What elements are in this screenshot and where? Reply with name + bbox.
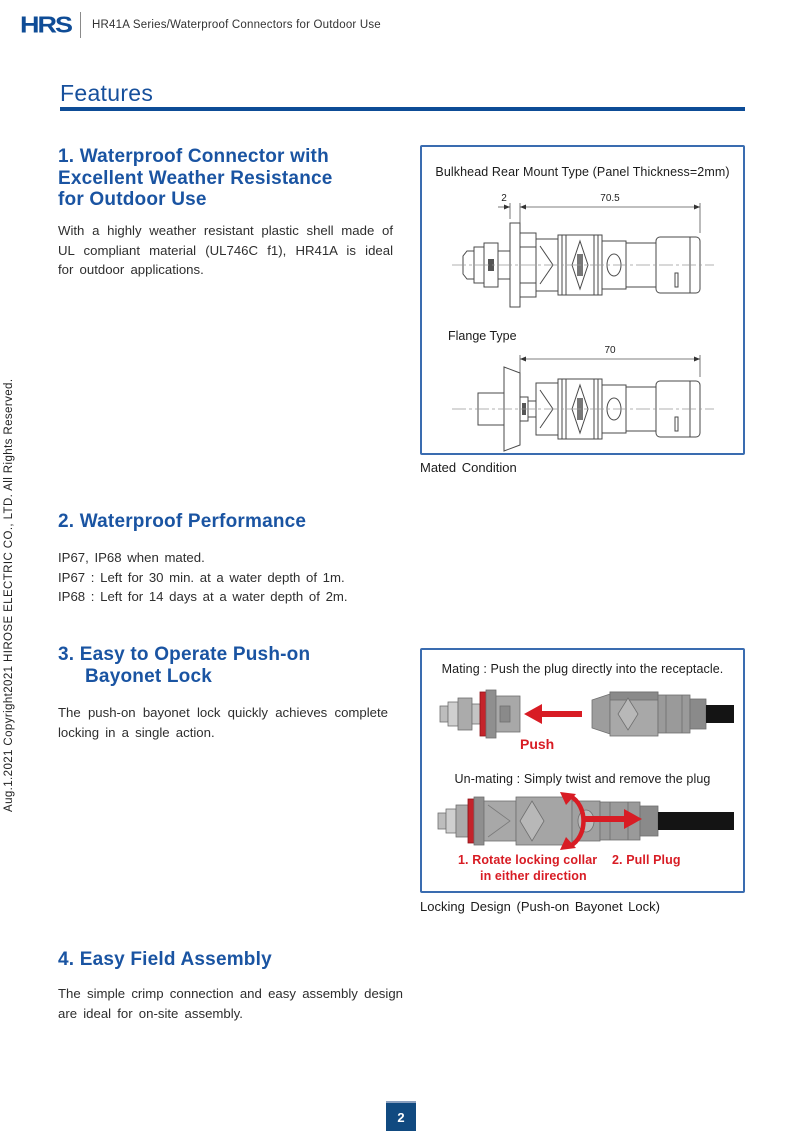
mating-illustration — [432, 682, 734, 746]
section1-body: With a highly weather resistant plastic shell made of UL compliant material (UL746C f1), HR41A is ideal for outdoor applications. — [58, 223, 393, 277]
push-label: Push — [520, 736, 555, 752]
mating-instruction-label: Mating : Push the plug directly into the receptacle. — [441, 662, 724, 676]
section3-heading-line2: Bayonet Lock — [85, 665, 212, 687]
section3-body: The push-on bayonet lock quickly achieves complete locking in a single action. — [58, 705, 388, 740]
dim-panel-thickness: 2 — [501, 193, 507, 204]
bulkhead-rear-mount-drawing — [448, 191, 718, 309]
step1-rotate-label-line2: in either direction — [480, 869, 587, 883]
header-divider — [80, 12, 81, 38]
section1-heading-line1: 1. Waterproof Connector with — [58, 146, 329, 167]
push-arrow — [524, 704, 582, 724]
figure-mated-condition-box — [420, 145, 745, 455]
locking-design-caption: Locking Design (Push-on Bayonet Lock) — [420, 899, 660, 914]
unmating-illustration — [432, 789, 734, 853]
flange-type-label: Flange Type — [448, 329, 517, 343]
section3-heading — [58, 644, 310, 687]
section4-heading: 4. Easy Field Assembly — [58, 949, 272, 970]
section2-body-line2: IP67 : Left for 30 min. at a water depth of 1m. — [58, 569, 345, 585]
copyright-vertical-text: Aug.1.2021 Copyright2021 HIROSE ELECTRIC CO., LTD. All Rights Reserved. — [3, 378, 15, 812]
dim-flange-length: 70 — [604, 345, 616, 356]
features-title-rule — [60, 107, 745, 111]
mated-condition-caption: Mated Condition — [420, 460, 517, 475]
unmating-instruction-label: Un-mating : Simply twist and remove the plug — [454, 772, 711, 786]
hrs-logo: HRS — [20, 11, 72, 38]
step1-rotate-label: 1. Rotate locking collar — [458, 853, 598, 867]
section4-body: The simple crimp connection and easy assembly design are ideal for on-site assembly. — [58, 986, 403, 1021]
bulkhead-type-label: Bulkhead Rear Mount Type (Panel Thickness=2mm) — [435, 165, 730, 179]
section1-heading-line3: for Outdoor Use — [58, 189, 207, 210]
page-number-badge — [386, 1101, 416, 1131]
page-number: 2 — [397, 1109, 405, 1125]
step2-pull-label: 2. Pull Plug — [612, 853, 681, 867]
section1-heading-line2: Excellent Weather Resistance — [58, 167, 333, 189]
figure-locking-design-box — [420, 648, 745, 893]
section1-heading — [58, 146, 333, 211]
features-title: Features — [60, 80, 154, 106]
page-header — [20, 10, 381, 40]
section2-body — [58, 548, 348, 607]
section3-heading-line1: 3. Easy to Operate Push-on — [58, 644, 311, 665]
dim-bulkhead-length: 70.5 — [600, 193, 620, 204]
section2-heading: 2. Waterproof Performance — [58, 511, 307, 532]
section2-body-line1: IP67, IP68 when mated. — [58, 550, 205, 565]
plug-illustration — [592, 692, 734, 736]
section2-body-line3: IP68 : Left for 14 days at a water depth of 2m. — [58, 589, 348, 604]
flange-type-drawing — [448, 343, 718, 455]
receptacle-illustration — [440, 690, 520, 738]
document-title: HR41A Series/Waterproof Connectors for Outdoor Use — [92, 19, 381, 31]
